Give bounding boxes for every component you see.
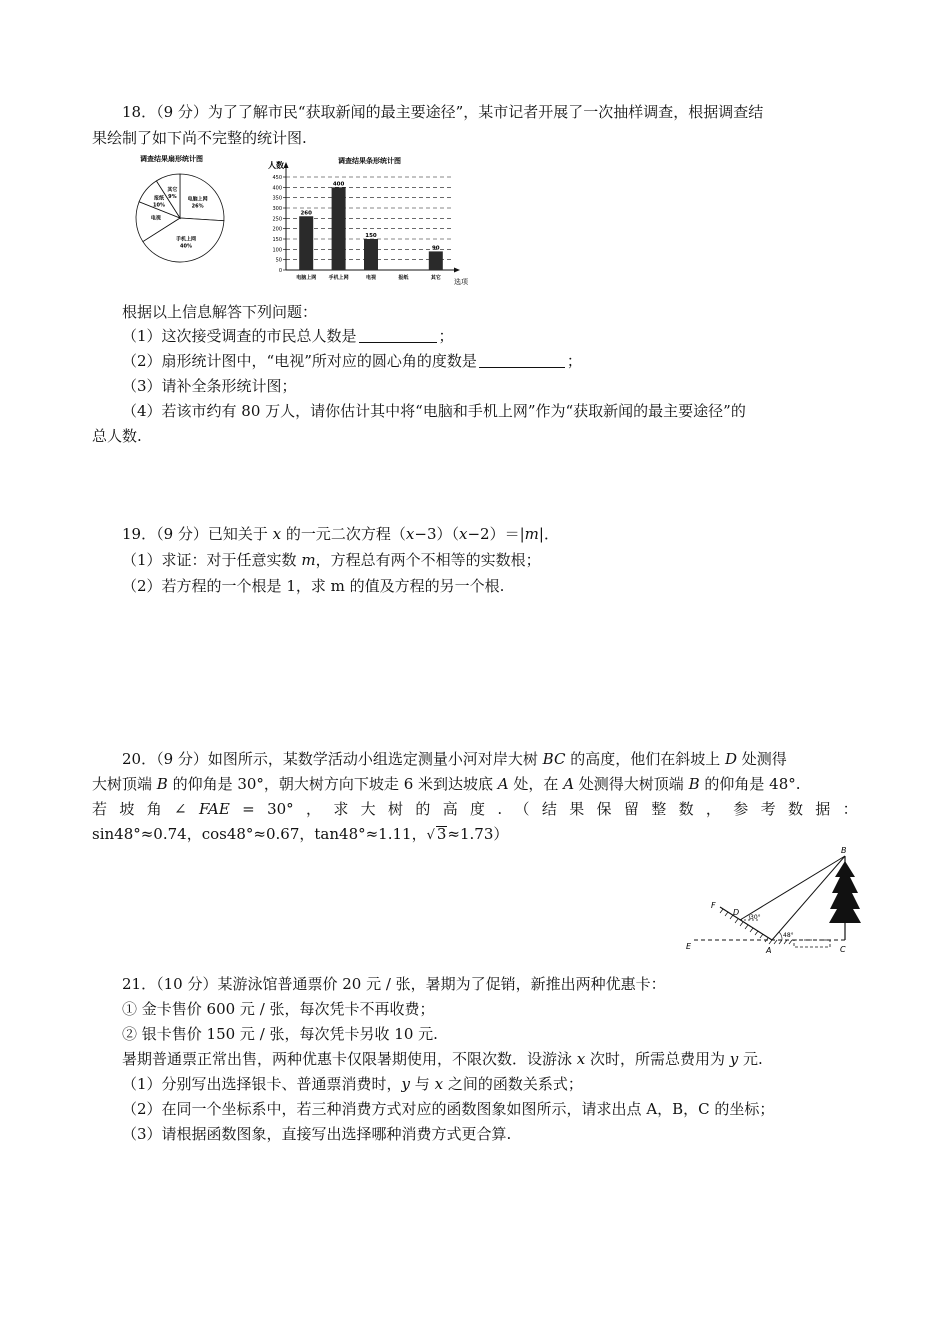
q21-line-5 [122, 1074, 583, 1094]
bar-data-label: 400 [332, 181, 345, 188]
q20-word: 整 [651, 800, 667, 818]
y-tick-label: 200 [272, 226, 282, 233]
label-b: B [841, 846, 847, 855]
y-tick-label: 350 [272, 195, 282, 202]
q18-part-2 [122, 351, 582, 371]
q20-sqrt-value: 3 [436, 825, 447, 843]
bar-chart [258, 152, 478, 288]
q19-var-m: m [524, 525, 539, 543]
q20-word: ， [705, 800, 721, 818]
q18-part-1-text: （1）这次接受调查的市民总人数是 [122, 327, 357, 345]
q20-word: ： [842, 800, 858, 818]
q20-word: ∠ [174, 800, 187, 818]
q18-part-2-text: （2）扇形统计图中，“电视”所对应的圆心角的度数是 [122, 352, 477, 370]
pie-slice-label: 其它 [167, 186, 178, 193]
bar [332, 187, 346, 270]
q20-word: 据 [815, 800, 831, 818]
q20-word: 数 [787, 800, 803, 818]
pie-slice-percent: 10% [153, 202, 165, 209]
bar-marks [296, 181, 443, 281]
q18-part-2-end: ； [566, 352, 582, 370]
q20-line-4 [92, 824, 508, 846]
y-tick-label: 250 [272, 216, 282, 223]
q20-line-2 [92, 774, 801, 794]
q18-part-4a: （4）若该市约有 80 万人，请你估计其中将“电脑和手机上网”作为“获取新闻的最主要途径”的 [122, 402, 746, 420]
q18-line-1: 18．（9 分）为了了解市民“获取新闻的最主要途径”，某市记者开展了一次抽样调查，根据调查结 [122, 103, 764, 121]
y-tick-label: 150 [272, 237, 282, 243]
label-angle-48: 48° [783, 932, 794, 939]
q20-var-b2: B [688, 775, 700, 793]
q20-word: 结 [541, 800, 557, 818]
pie-slice-label: 电视 [150, 215, 161, 222]
y-tick-label: 400 [272, 185, 282, 192]
q20-t10: ≈1.73） [447, 825, 509, 843]
q20-var-bc: BC [542, 750, 566, 768]
bar-data-label: 90 [431, 245, 440, 252]
pie-slice-label: 报纸 [153, 195, 165, 202]
q20-t8: 的仰角是 48°. [699, 775, 801, 793]
q18-part-3: （3）请补全条形统计图； [122, 377, 297, 395]
label-d: D [733, 908, 740, 917]
q21-var-x2: x [434, 1075, 444, 1093]
q20-word: 若 [92, 800, 108, 818]
q19-t6: （1）求证：对于任意实数 [122, 551, 302, 569]
q20-t7: 处测得大树顶端 [574, 775, 689, 793]
y-tick-label: 100 [272, 247, 282, 254]
bar-data-label: 150 [365, 233, 377, 239]
label-a: A [766, 946, 772, 955]
q19-t1: 19．（9 分）已知关于 [122, 525, 273, 543]
q21-line-4 [122, 1049, 763, 1069]
q21-line-1: 21．（10 分）某游泳馆普通票价 20 元 / 张，暑期为了促销，新推出两种优惠卡： [122, 975, 666, 993]
q20-word: FAE [198, 800, 230, 818]
q19-t3: −3）（ [414, 525, 460, 543]
q18-part-1-end: ； [438, 327, 454, 345]
q20-word: 大 [360, 800, 376, 818]
pie-slice-label: 手机上网 [175, 236, 197, 243]
river-box [794, 940, 830, 947]
q21-t1: 暑期普通票正常出售，两种优惠卡仅限暑期使用，不限次数．设游泳 [122, 1050, 577, 1068]
tree-icon [829, 861, 861, 923]
label-e: E [686, 942, 692, 951]
q18-intro: 根据以上信息解答下列问题： [122, 303, 318, 321]
bar-data-label: 260 [300, 210, 312, 217]
x-axis-arrow [454, 268, 460, 273]
q18-line-2: 果绘制了如下尚不完整的统计图. [92, 129, 307, 147]
pie-slice-percent: 40% [180, 243, 192, 250]
q20-t6: 处，在 [508, 775, 564, 793]
y-tick-label: 300 [272, 206, 282, 212]
bar-chart-xlabel: 选项 [454, 278, 468, 286]
q20-t3: 处测得 [737, 750, 787, 768]
q20-word: 高 [442, 800, 458, 818]
q20-word: = [242, 800, 255, 818]
label-c: C [840, 945, 846, 954]
pie-slice-label: 电脑上网 [187, 196, 208, 203]
x-tick-label: 其它 [430, 275, 441, 281]
bar [364, 239, 378, 270]
y-axis-arrow [284, 162, 289, 168]
q19-var-x: x [272, 525, 282, 543]
q20-word: 求 [333, 800, 349, 818]
pie-chart-title: 调查结果扇形统计图 [140, 155, 203, 163]
answer-blank-2[interactable] [479, 353, 565, 368]
y-tick-label: 0 [278, 268, 282, 274]
q19-line-1 [122, 524, 559, 544]
q20-var-b: B [156, 775, 168, 793]
angle-48-arc [779, 932, 782, 940]
bar-chart-title: 调查结果条形统计图 [338, 157, 401, 165]
q19-t7: ，方程总有两个不相等的实数根； [315, 551, 541, 569]
answer-blank-1[interactable] [359, 328, 437, 343]
q19-t2: 的一元二次方程（ [281, 525, 406, 543]
q19-line-2 [122, 550, 541, 570]
q20-word: 树 [388, 800, 404, 818]
q21-line-3: ② 银卡售价 150 元 / 张，每次凭卡另收 10 元. [122, 1025, 438, 1043]
q20-line-3 [92, 799, 858, 819]
q21-var-x: x [576, 1050, 586, 1068]
q20-word: 参 [733, 800, 749, 818]
q20-word: 考 [760, 800, 776, 818]
x-tick-label: 报纸 [398, 275, 409, 281]
q21-line-6: （2）在同一个坐标系中，若三种消费方式对应的函数图象如图所示，请求出点 A，B，C 的坐标； [122, 1100, 775, 1118]
sqrt-sign: √ [426, 828, 435, 843]
q21-var-y2: y [401, 1075, 411, 1093]
q20-word: 的 [415, 800, 431, 818]
bar [429, 251, 443, 270]
q20-t5: 的仰角是 30°，朝大树方向下坡走 6 米到达坡底 [167, 775, 498, 793]
pie-chart [120, 150, 235, 275]
q20-word: 坡 [119, 800, 135, 818]
label-angle-30: 30° [750, 914, 761, 921]
q21-t2: 次时，所需总费用为 [585, 1050, 730, 1068]
q20-word: ， [305, 800, 321, 818]
q18-part-4b: 总人数. [92, 427, 142, 445]
label-f: F [711, 901, 716, 910]
q20-word: 数 [678, 800, 694, 818]
q19-t5: |． [538, 525, 559, 543]
q20-word: 角 [146, 800, 162, 818]
q19-t4: −2）＝| [467, 525, 525, 543]
pie-slice-percent: 26% [191, 203, 204, 210]
sight-line-a [772, 856, 845, 940]
x-tick-label: 电视 [365, 275, 377, 281]
q21-var-y: y [729, 1050, 739, 1068]
bar [299, 216, 313, 270]
q21-line-2: ① 金卡售价 600 元 / 张，每次凭卡不再收费； [122, 1000, 435, 1018]
q21-t5: 与 [410, 1075, 435, 1093]
q20-word: （ [514, 800, 530, 818]
q19-var-x2: x [405, 525, 415, 543]
q20-var-a: A [497, 775, 509, 793]
q20-t1: 20．（9 分）如图所示，某数学活动小组选定测量小河对岸大树 [122, 750, 543, 768]
x-tick-label: 手机上网 [328, 275, 349, 281]
q21-t3: 元. [738, 1050, 763, 1068]
q21-line-7: （3）请根据函数图象，直接写出选择哪种消费方式更合算. [122, 1125, 512, 1143]
q21-t6: 之间的函数关系式； [443, 1075, 583, 1093]
y-tick-label: 50 [275, 257, 282, 264]
slope-hatch [720, 909, 768, 942]
q20-var-d: D [725, 750, 738, 768]
q19-var-m2: m [301, 551, 316, 569]
sight-line-d [740, 856, 845, 920]
q20-t9: sin48°≈0.74，cos48°≈0.67，tan48°≈1.11， [92, 825, 427, 843]
bar-chart-ylabel: 人数 [268, 161, 284, 170]
q20-word: 30° [267, 800, 294, 818]
q19-var-x3: x [459, 525, 468, 543]
q20-word: 留 [623, 800, 639, 818]
q20-word: 果 [569, 800, 585, 818]
q20-word: . [497, 800, 503, 818]
q19-line-3: （2）若方程的一个根是 1，求 m 的值及方程的另一个根. [122, 577, 505, 595]
q18-part-1 [122, 326, 454, 346]
tree-slope-figure [680, 843, 865, 958]
q20-t2: 的高度，他们在斜坡上 [565, 750, 725, 768]
x-tick-label: 电脑上网 [296, 275, 317, 281]
q20-t4: 大树顶端 [92, 775, 157, 793]
pie-slice-percent: 9% [168, 193, 177, 200]
q21-t4: （1）分别写出选择银卡、普通票消费时， [122, 1075, 402, 1093]
q20-line-1 [122, 749, 787, 769]
ground-hatch [769, 940, 792, 944]
q20-var-a2: A [563, 775, 575, 793]
y-tick-label: 450 [272, 175, 282, 181]
q20-word: 度 [470, 800, 486, 818]
q20-word: 保 [596, 800, 612, 818]
